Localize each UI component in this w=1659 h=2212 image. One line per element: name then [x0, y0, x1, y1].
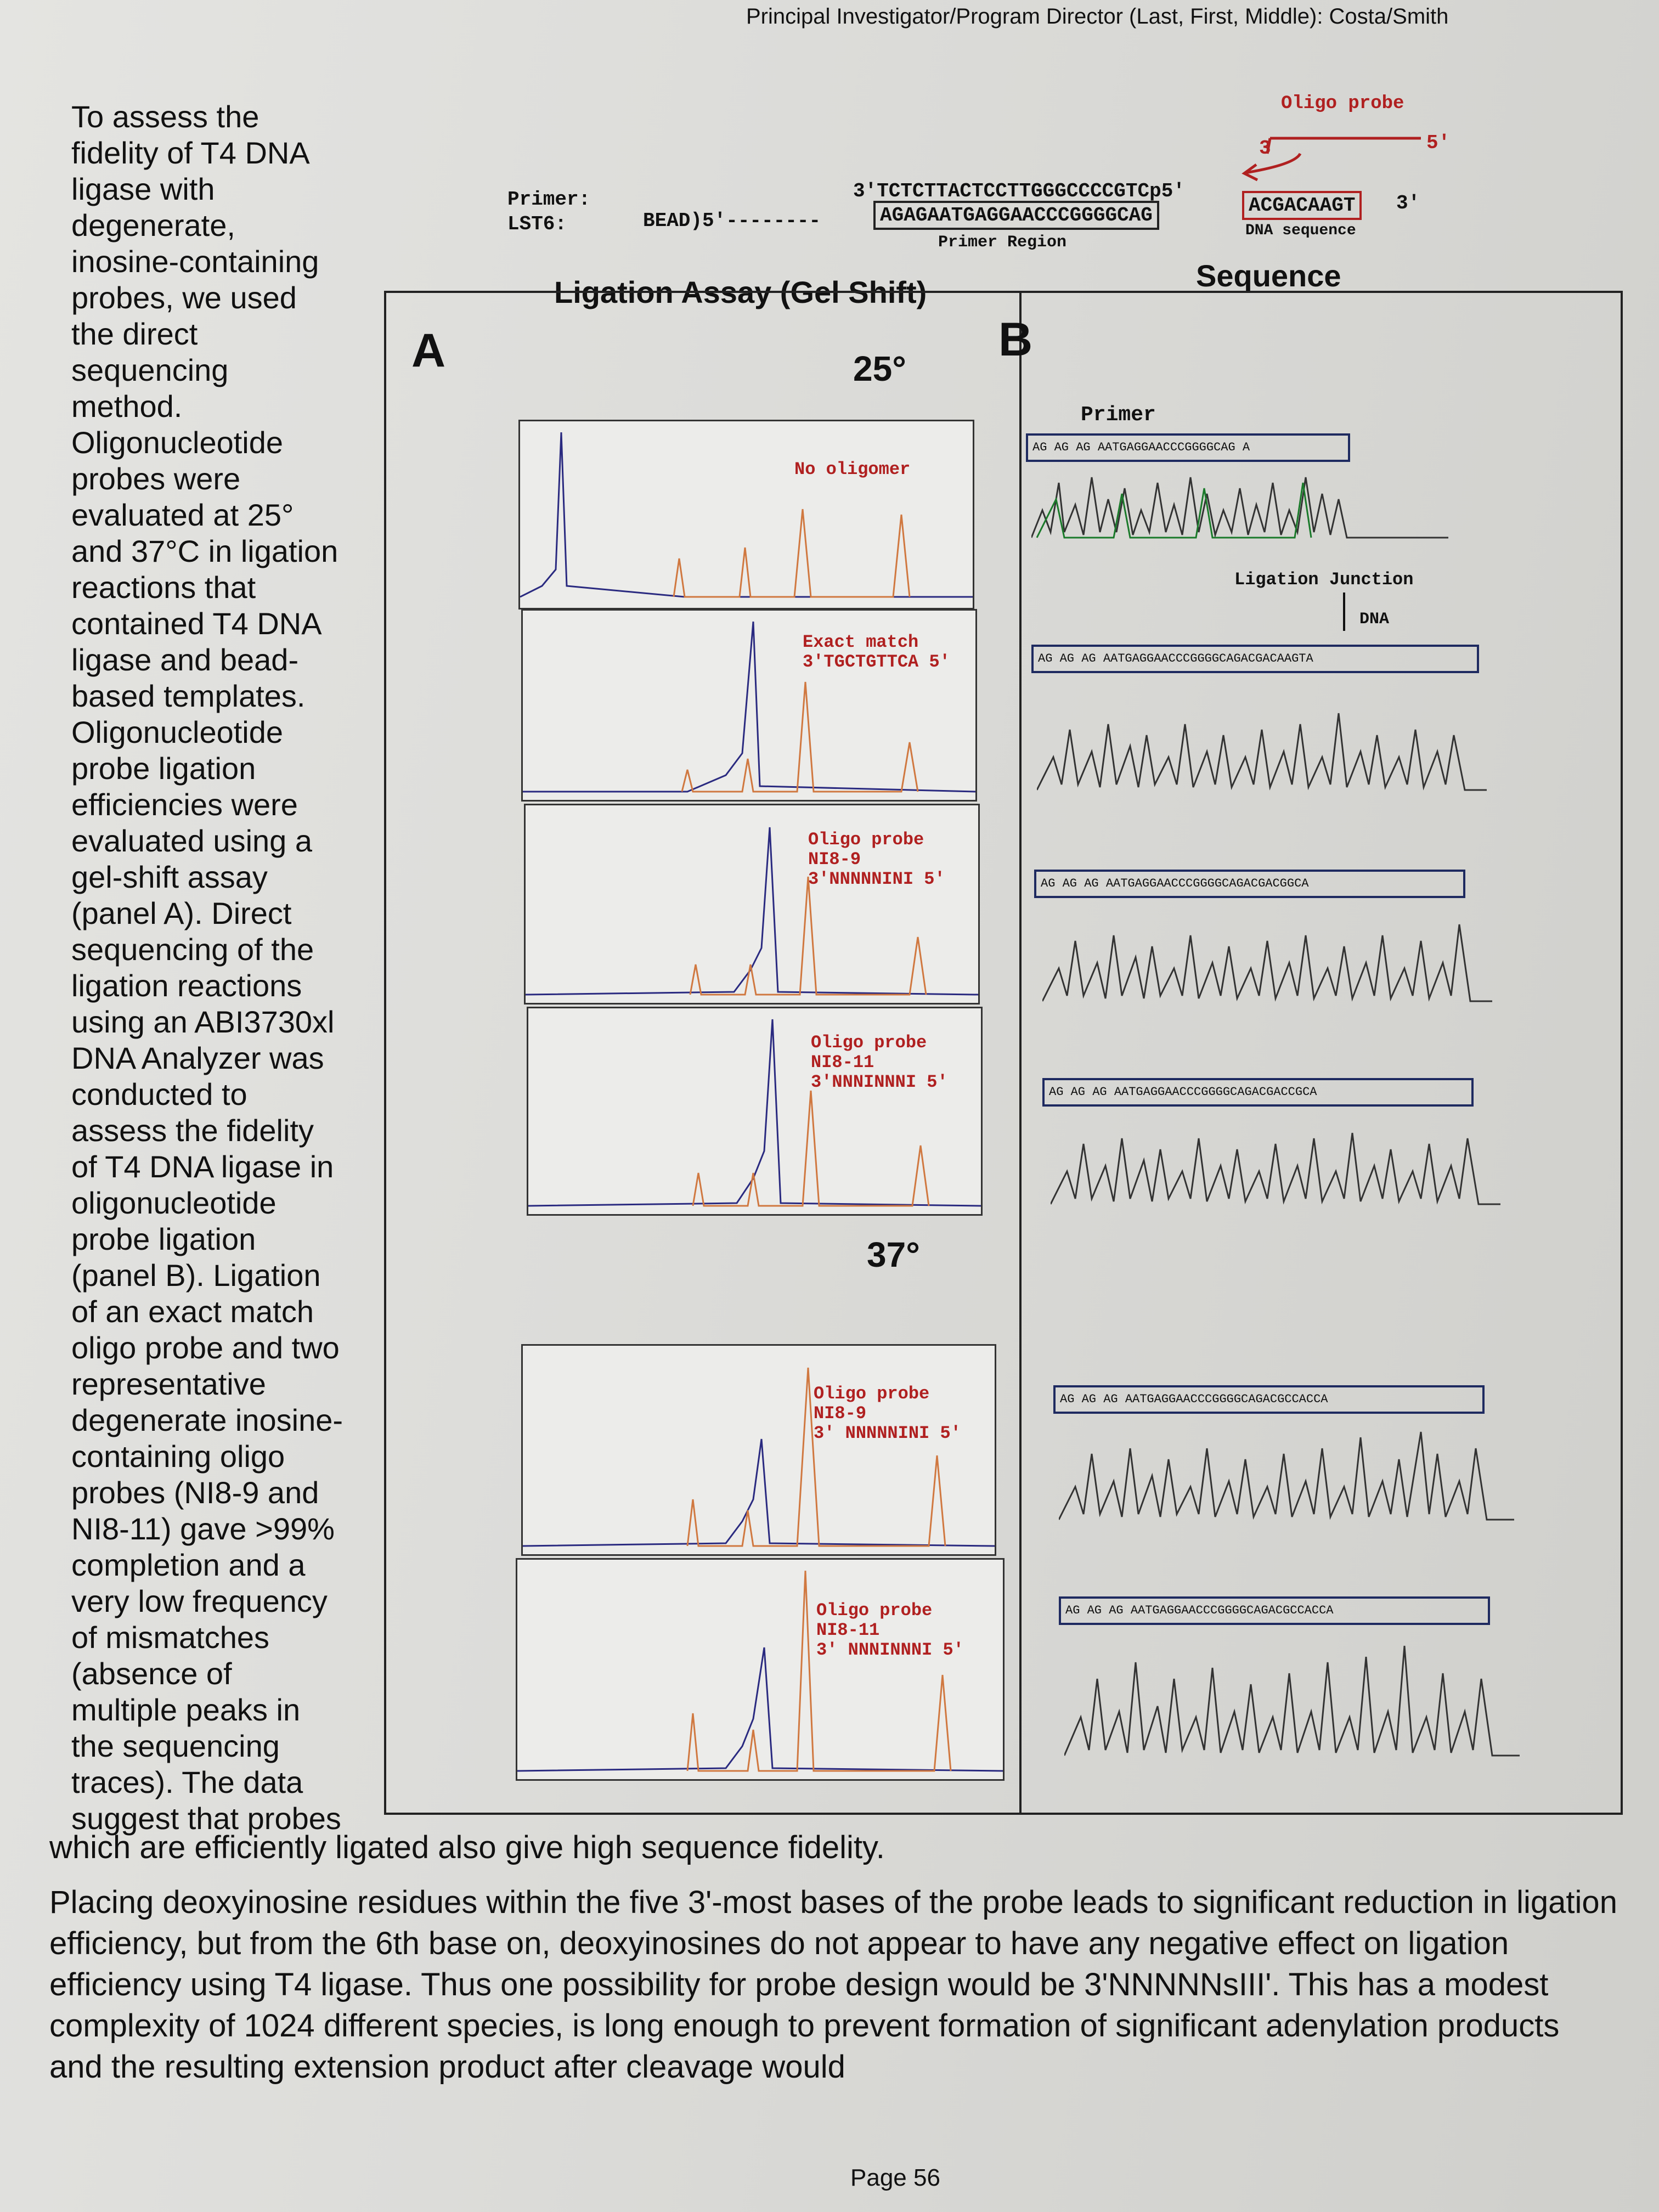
- gel-trace-ni8-9-37: [521, 1344, 996, 1556]
- text-line: using an ABI3730xl: [71, 1005, 335, 1039]
- panel-b-title: Sequence: [1196, 258, 1341, 293]
- gel-trace-no-oligomer: [518, 420, 974, 610]
- trace-label-line: No oligomer: [794, 459, 911, 479]
- text-line: Oligonucleotide: [71, 425, 284, 460]
- sequence-line: AG AG AG AATGAGGAACCCGGGGCAGACGCCACCA: [1053, 1385, 1485, 1414]
- text-line: degenerate,: [71, 208, 235, 242]
- oligo-probe-label: Oligo probe: [1281, 93, 1404, 114]
- continuation-line: which are efficiently ligated also give high sequence fidelity.: [49, 1830, 885, 1865]
- text-line: conducted to: [71, 1077, 247, 1111]
- text-line: (panel A). Direct: [71, 896, 292, 930]
- text-line: multiple peaks in: [71, 1692, 301, 1727]
- text-line: oligonucleotide: [71, 1186, 276, 1220]
- primer-trace-label: Primer: [1081, 403, 1156, 427]
- text-line: probes were: [71, 461, 241, 496]
- text-line: sequencing of the: [71, 932, 314, 967]
- panel-a-letter: A: [411, 324, 446, 377]
- trace-label-line: Oligo probe: [811, 1032, 927, 1053]
- chromatogram-trace: [1042, 913, 1492, 1007]
- text-line: probe ligation: [71, 1222, 256, 1256]
- panel-a-title: Ligation Assay (Gel Shift): [554, 275, 927, 309]
- page-number: Page 56: [850, 2164, 940, 2191]
- text-line: ligase and bead-: [71, 642, 299, 677]
- text-line: efficiencies were: [71, 787, 298, 822]
- text-line: assess the fidelity: [71, 1113, 314, 1148]
- end-3-label: 3': [1396, 192, 1420, 215]
- text-line: method.: [71, 389, 183, 424]
- trace-label-line: Oligo probe: [808, 830, 924, 850]
- trace-label-line: 3'NNNINNNI 5': [811, 1072, 948, 1092]
- text-line: degenerate inosine-: [71, 1403, 343, 1437]
- text-line: Oligonucleotide: [71, 715, 284, 749]
- trace-label-line: Exact match: [803, 632, 919, 652]
- text-line: NI8-11) gave >99%: [71, 1511, 335, 1546]
- gel-trace-ni8-11-25: [527, 1007, 983, 1216]
- trace-label-line: NI8-9: [814, 1403, 867, 1424]
- text-line: of an exact match: [71, 1294, 314, 1329]
- gel-trace-exact-match: [521, 609, 977, 802]
- text-line: representative: [71, 1367, 266, 1401]
- panel-b-letter: B: [998, 313, 1033, 366]
- trace-label-line: 3'NNNNNINI 5': [808, 869, 945, 889]
- text-line: (absence of: [71, 1656, 232, 1691]
- trace-label-line: NI8-11: [811, 1052, 874, 1073]
- page-header: Principal Investigator/Program Director (Last, First, Middle): Costa/Smith: [746, 4, 1449, 29]
- trace-label-line: NI8-11: [816, 1620, 880, 1640]
- text-line: contained T4 DNA: [71, 606, 322, 641]
- trace-label-line: 3' NNNNNINI 5': [814, 1423, 961, 1443]
- gel-trace-ni8-11-37: [516, 1558, 1005, 1781]
- text-line: probe ligation: [71, 751, 256, 786]
- text-line: based templates.: [71, 679, 306, 713]
- text-line: ligase with: [71, 172, 215, 206]
- left-paragraph: [71, 99, 379, 1837]
- text-line: ligation reactions: [71, 968, 302, 1003]
- ligation-junction-label: Ligation Junction: [1234, 569, 1414, 590]
- text-line: suggest that probes: [71, 1801, 341, 1836]
- text-line: of T4 DNA ligase in: [71, 1149, 334, 1184]
- text-line: sequencing: [71, 353, 229, 387]
- chromatogram-trace: [1037, 702, 1487, 795]
- text-line: traces). The data: [71, 1765, 303, 1799]
- sequence-line: AG AG AG AATGAGGAACCCGGGGCAGACGCCACCA: [1059, 1596, 1490, 1625]
- gel-trace-ni8-9-25: [524, 804, 980, 1005]
- text-line: (panel B). Ligation: [71, 1258, 321, 1293]
- temp-25: 25°: [853, 349, 906, 388]
- dna-sequence-box: ACGACAAGT: [1242, 191, 1362, 220]
- chromatogram-trace: [1031, 461, 1448, 543]
- text-line: fidelity of T4 DNA: [71, 136, 310, 170]
- temp-37: 37°: [867, 1235, 920, 1274]
- text-line: gel-shift assay: [71, 860, 268, 894]
- probe-5-end: 5': [1426, 132, 1451, 154]
- panel-divider: [1019, 291, 1022, 1813]
- trace-label-line: 3'TGCTGTTCA 5': [803, 652, 950, 672]
- primer-region-label: Primer Region: [938, 233, 1067, 252]
- text-line: the direct: [71, 317, 198, 351]
- chromatogram-trace: [1064, 1629, 1520, 1761]
- lst6-label: LST6:: [507, 213, 567, 235]
- text-line: containing oligo: [71, 1439, 285, 1474]
- sequence-line: AG AG AG AATGAGGAACCCGGGGCAGACGACCGCA: [1042, 1078, 1474, 1107]
- probe-3-end: 3: [1259, 137, 1271, 160]
- trace-label-line: Oligo probe: [816, 1600, 933, 1621]
- sequence-line: AG AG AG AATGAGGAACCCGGGGCAGACGACAAGTA: [1031, 645, 1479, 673]
- primer-sequence-box: AGAGAATGAGGAACCCGGGGCAG: [873, 201, 1159, 230]
- dna-sequence-label: DNA sequence: [1245, 222, 1356, 239]
- bead-label: BEAD)5'--------: [643, 210, 821, 232]
- dna-junction-label: DNA: [1359, 610, 1390, 629]
- text-line: To assess the: [71, 99, 259, 134]
- text-line: inosine-containing: [71, 244, 319, 279]
- text-line: evaluated using a: [71, 823, 313, 858]
- text-line: completion and a: [71, 1548, 306, 1582]
- chromatogram-trace: [1059, 1415, 1514, 1525]
- probe-arrow-icon: [1180, 132, 1443, 187]
- text-line: reactions that: [71, 570, 256, 605]
- text-line: evaluated at 25°: [71, 498, 294, 532]
- sequence-line: AG AG AG AATGAGGAACCCGGGGCAG A: [1026, 433, 1350, 462]
- sequence-line: AG AG AG AATGAGGAACCCGGGGCAGACGACGGCA: [1034, 870, 1465, 898]
- text-line: and 37°C in ligation: [71, 534, 338, 568]
- primer-label: Primer:: [507, 188, 591, 211]
- trace-label-line: 3' NNNINNNI 5': [816, 1640, 964, 1660]
- text-line: oligo probe and two: [71, 1330, 340, 1365]
- text-line: the sequencing: [71, 1729, 280, 1763]
- text-line: probes (NI8-9 and: [71, 1475, 319, 1510]
- text-line: of mismatches: [71, 1620, 269, 1655]
- top-strand: 3'TCTCTTACTCCTTGGGCCCCGTCp5': [853, 180, 1185, 202]
- chromatogram-trace: [1051, 1116, 1500, 1210]
- junction-arrow-icon: [1343, 592, 1345, 631]
- bottom-paragraph: Placing deoxyinosine residues within the five 3'-most bases of the probe leads to significant reduction in ligation efficiency, but from the 6th base on, deoxyinosines do not appear to have any negative effect on ligation efficiency using T4 ligase. Thus one possibility for probe design would be 3'NNNNNsIII'. This has a modest complexity of 1024 different species, is long enough to prevent formation of significant adenylation products and the resulting extension product after cleavage would: [49, 1884, 1617, 2085]
- text-line: very low frequency: [71, 1584, 328, 1618]
- text-line: probes, we used: [71, 280, 297, 315]
- text-line: DNA Analyzer was: [71, 1041, 324, 1075]
- trace-label-line: Oligo probe: [814, 1384, 930, 1404]
- trace-label-line: NI8-9: [808, 849, 861, 870]
